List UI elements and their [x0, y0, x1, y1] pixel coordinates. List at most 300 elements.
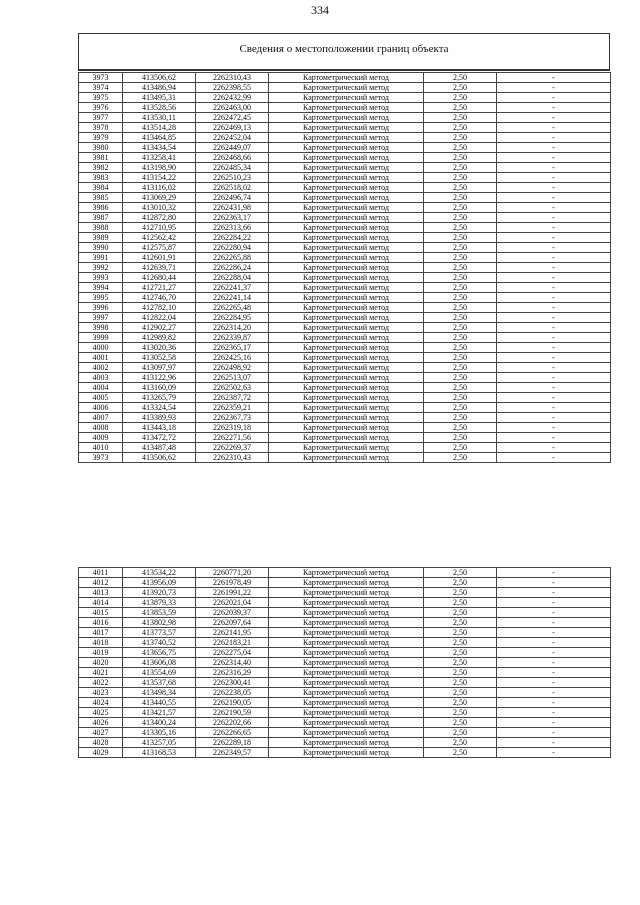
- table-row: [79, 223, 611, 233]
- table-row: [79, 113, 611, 123]
- boundary-table-section-2: [78, 567, 611, 758]
- method-cell: Картометрический метод: [269, 658, 424, 668]
- accuracy-cell: 2,50: [424, 333, 497, 343]
- note-cell: -: [497, 353, 611, 363]
- x-coordinate-cell: 413258,41: [123, 153, 196, 163]
- method-cell: Картометрический метод: [269, 233, 424, 243]
- table-row: [79, 688, 611, 698]
- note-cell: -: [497, 698, 611, 708]
- y-coordinate-cell: 2262502,63: [196, 383, 269, 393]
- accuracy-cell: 2,50: [424, 283, 497, 293]
- point-number-cell: 3979: [79, 133, 123, 143]
- y-coordinate-cell: 2262310,43: [196, 73, 269, 83]
- y-coordinate-cell: 2262469,13: [196, 123, 269, 133]
- method-cell: Картометрический метод: [269, 383, 424, 393]
- accuracy-cell: 2,50: [424, 718, 497, 728]
- y-coordinate-cell: 2262314,40: [196, 658, 269, 668]
- y-coordinate-cell: 2262313,66: [196, 223, 269, 233]
- x-coordinate-cell: 413506,62: [123, 73, 196, 83]
- x-coordinate-cell: 413528,56: [123, 103, 196, 113]
- accuracy-cell: 2,50: [424, 688, 497, 698]
- y-coordinate-cell: 2262265,88: [196, 253, 269, 263]
- table-row: [79, 658, 611, 668]
- table-row: [79, 193, 611, 203]
- y-coordinate-cell: 2262141,95: [196, 628, 269, 638]
- x-coordinate-cell: 412782,10: [123, 303, 196, 313]
- point-number-cell: 3984: [79, 183, 123, 193]
- method-cell: Картометрический метод: [269, 163, 424, 173]
- point-number-cell: 4028: [79, 738, 123, 748]
- table-row: [79, 413, 611, 423]
- point-number-cell: 3993: [79, 273, 123, 283]
- accuracy-cell: 2,50: [424, 698, 497, 708]
- point-number-cell: 4027: [79, 728, 123, 738]
- note-cell: -: [497, 313, 611, 323]
- method-cell: Картометрический метод: [269, 203, 424, 213]
- method-cell: Картометрический метод: [269, 688, 424, 698]
- y-coordinate-cell: 2262284,22: [196, 233, 269, 243]
- table-row: [79, 143, 611, 153]
- method-cell: Картометрический метод: [269, 223, 424, 233]
- point-number-cell: 3985: [79, 193, 123, 203]
- y-coordinate-cell: 2262463,00: [196, 103, 269, 113]
- y-coordinate-cell: 2262339,87: [196, 333, 269, 343]
- note-cell: -: [497, 403, 611, 413]
- point-number-cell: 3976: [79, 103, 123, 113]
- accuracy-cell: 2,50: [424, 363, 497, 373]
- x-coordinate-cell: 413052,58: [123, 353, 196, 363]
- point-number-cell: 4025: [79, 708, 123, 718]
- point-number-cell: 4024: [79, 698, 123, 708]
- y-coordinate-cell: 2262496,74: [196, 193, 269, 203]
- point-number-cell: 3973: [79, 73, 123, 83]
- method-cell: Картометрический метод: [269, 608, 424, 618]
- method-cell: Картометрический метод: [269, 193, 424, 203]
- accuracy-cell: 2,50: [424, 628, 497, 638]
- point-number-cell: 3975: [79, 93, 123, 103]
- accuracy-cell: 2,50: [424, 413, 497, 423]
- table-row: [79, 708, 611, 718]
- x-coordinate-cell: 413879,33: [123, 598, 196, 608]
- accuracy-cell: 2,50: [424, 173, 497, 183]
- y-coordinate-cell: 2262452,04: [196, 133, 269, 143]
- x-coordinate-cell: 413400,24: [123, 718, 196, 728]
- table-row: [79, 608, 611, 618]
- table-row: [79, 73, 611, 83]
- y-coordinate-cell: 2262425,16: [196, 353, 269, 363]
- y-coordinate-cell: 2260771,20: [196, 568, 269, 578]
- y-coordinate-cell: 2262387,72: [196, 393, 269, 403]
- accuracy-cell: 2,50: [424, 403, 497, 413]
- note-cell: -: [497, 373, 611, 383]
- method-cell: Картометрический метод: [269, 628, 424, 638]
- note-cell: -: [497, 113, 611, 123]
- accuracy-cell: 2,50: [424, 648, 497, 658]
- method-cell: Картометрический метод: [269, 93, 424, 103]
- table-title: Сведения о местоположении границ объекта: [239, 43, 449, 55]
- table-row: [79, 123, 611, 133]
- y-coordinate-cell: 2262432,99: [196, 93, 269, 103]
- x-coordinate-cell: 412989,82: [123, 333, 196, 343]
- table-row: [79, 738, 611, 748]
- method-cell: Картометрический метод: [269, 273, 424, 283]
- accuracy-cell: 2,50: [424, 608, 497, 618]
- y-coordinate-cell: 2262349,57: [196, 748, 269, 758]
- note-cell: -: [497, 393, 611, 403]
- y-coordinate-cell: 2262518,02: [196, 183, 269, 193]
- accuracy-cell: 2,50: [424, 233, 497, 243]
- table-row: [79, 183, 611, 193]
- point-number-cell: 4011: [79, 568, 123, 578]
- y-coordinate-cell: 2262265,48: [196, 303, 269, 313]
- y-coordinate-cell: 2262286,24: [196, 263, 269, 273]
- y-coordinate-cell: 2262468,66: [196, 153, 269, 163]
- note-cell: -: [497, 628, 611, 638]
- y-coordinate-cell: 2262238,05: [196, 688, 269, 698]
- note-cell: -: [497, 93, 611, 103]
- table-row: [79, 668, 611, 678]
- y-coordinate-cell: 2262280,94: [196, 243, 269, 253]
- table-row: [79, 203, 611, 213]
- method-cell: Картометрический метод: [269, 283, 424, 293]
- point-number-cell: 3990: [79, 243, 123, 253]
- note-cell: -: [497, 363, 611, 373]
- x-coordinate-cell: 413506,62: [123, 453, 196, 463]
- point-number-cell: 4007: [79, 413, 123, 423]
- note-cell: -: [497, 223, 611, 233]
- note-cell: -: [497, 303, 611, 313]
- x-coordinate-cell: 413606,08: [123, 658, 196, 668]
- note-cell: -: [497, 323, 611, 333]
- x-coordinate-cell: 413257,05: [123, 738, 196, 748]
- point-number-cell: 3981: [79, 153, 123, 163]
- point-number-cell: 4018: [79, 638, 123, 648]
- y-coordinate-cell: 2262241,14: [196, 293, 269, 303]
- point-number-cell: 4005: [79, 393, 123, 403]
- method-cell: Картометрический метод: [269, 323, 424, 333]
- method-cell: Картометрический метод: [269, 568, 424, 578]
- accuracy-cell: 2,50: [424, 153, 497, 163]
- x-coordinate-cell: 412710,95: [123, 223, 196, 233]
- point-number-cell: 4002: [79, 363, 123, 373]
- point-number-cell: 3978: [79, 123, 123, 133]
- x-coordinate-cell: 413069,29: [123, 193, 196, 203]
- x-coordinate-cell: 413773,57: [123, 628, 196, 638]
- point-number-cell: 4016: [79, 618, 123, 628]
- accuracy-cell: 2,50: [424, 383, 497, 393]
- point-number-cell: 4023: [79, 688, 123, 698]
- x-coordinate-cell: 412639,71: [123, 263, 196, 273]
- table-row: [79, 83, 611, 93]
- note-cell: -: [497, 253, 611, 263]
- accuracy-cell: 2,50: [424, 303, 497, 313]
- note-cell: -: [497, 423, 611, 433]
- accuracy-cell: 2,50: [424, 578, 497, 588]
- note-cell: -: [497, 193, 611, 203]
- note-cell: -: [497, 213, 611, 223]
- method-cell: Картометрический метод: [269, 173, 424, 183]
- point-number-cell: 4009: [79, 433, 123, 443]
- accuracy-cell: 2,50: [424, 143, 497, 153]
- method-cell: Картометрический метод: [269, 123, 424, 133]
- y-coordinate-cell: 2262498,92: [196, 363, 269, 373]
- note-cell: -: [497, 738, 611, 748]
- note-cell: -: [497, 103, 611, 113]
- method-cell: Картометрический метод: [269, 363, 424, 373]
- method-cell: Картометрический метод: [269, 728, 424, 738]
- table-row: [79, 283, 611, 293]
- point-number-cell: 3992: [79, 263, 123, 273]
- note-cell: -: [497, 618, 611, 628]
- x-coordinate-cell: 413802,98: [123, 618, 196, 628]
- table-row: [79, 293, 611, 303]
- note-cell: -: [497, 203, 611, 213]
- table-row: [79, 638, 611, 648]
- y-coordinate-cell: 2262202,66: [196, 718, 269, 728]
- table-row: [79, 103, 611, 113]
- x-coordinate-cell: 412680,44: [123, 273, 196, 283]
- method-cell: Картометрический метод: [269, 353, 424, 363]
- point-number-cell: 4020: [79, 658, 123, 668]
- note-cell: -: [497, 173, 611, 183]
- y-coordinate-cell: 2262190,59: [196, 708, 269, 718]
- x-coordinate-cell: 413530,11: [123, 113, 196, 123]
- y-coordinate-cell: 2262485,34: [196, 163, 269, 173]
- point-number-cell: 4012: [79, 578, 123, 588]
- point-number-cell: 4010: [79, 443, 123, 453]
- x-coordinate-cell: 413389,93: [123, 413, 196, 423]
- note-cell: -: [497, 708, 611, 718]
- method-cell: Картометрический метод: [269, 453, 424, 463]
- point-number-cell: 3988: [79, 223, 123, 233]
- method-cell: Картометрический метод: [269, 423, 424, 433]
- x-coordinate-cell: 413853,59: [123, 608, 196, 618]
- point-number-cell: 4017: [79, 628, 123, 638]
- note-cell: -: [497, 443, 611, 453]
- method-cell: Картометрический метод: [269, 588, 424, 598]
- accuracy-cell: 2,50: [424, 133, 497, 143]
- point-number-cell: 4015: [79, 608, 123, 618]
- y-coordinate-cell: 2262513,07: [196, 373, 269, 383]
- point-number-cell: 4008: [79, 423, 123, 433]
- point-number-cell: 3997: [79, 313, 123, 323]
- accuracy-cell: 2,50: [424, 598, 497, 608]
- table-row: [79, 333, 611, 343]
- y-coordinate-cell: 2262288,04: [196, 273, 269, 283]
- x-coordinate-cell: 413554,69: [123, 668, 196, 678]
- x-coordinate-cell: 413486,94: [123, 83, 196, 93]
- note-cell: -: [497, 578, 611, 588]
- accuracy-cell: 2,50: [424, 728, 497, 738]
- x-coordinate-cell: 412562,42: [123, 233, 196, 243]
- method-cell: Картометрический метод: [269, 738, 424, 748]
- y-coordinate-cell: 2262365,17: [196, 343, 269, 353]
- method-cell: Картометрический метод: [269, 153, 424, 163]
- method-cell: Картометрический метод: [269, 413, 424, 423]
- method-cell: Картометрический метод: [269, 133, 424, 143]
- method-cell: Картометрический метод: [269, 678, 424, 688]
- accuracy-cell: 2,50: [424, 123, 497, 133]
- table-row: [79, 213, 611, 223]
- table-row: [79, 453, 611, 463]
- accuracy-cell: 2,50: [424, 313, 497, 323]
- accuracy-cell: 2,50: [424, 343, 497, 353]
- point-number-cell: 3999: [79, 333, 123, 343]
- table-row: [79, 423, 611, 433]
- point-number-cell: 4000: [79, 343, 123, 353]
- method-cell: Картометрический метод: [269, 293, 424, 303]
- table-row: [79, 648, 611, 658]
- y-coordinate-cell: 2261991,22: [196, 588, 269, 598]
- point-number-cell: 3991: [79, 253, 123, 263]
- x-coordinate-cell: 413434,54: [123, 143, 196, 153]
- x-coordinate-cell: 413421,57: [123, 708, 196, 718]
- note-cell: -: [497, 688, 611, 698]
- y-coordinate-cell: 2262241,37: [196, 283, 269, 293]
- accuracy-cell: 2,50: [424, 443, 497, 453]
- accuracy-cell: 2,50: [424, 668, 497, 678]
- point-number-cell: 3987: [79, 213, 123, 223]
- method-cell: Картометрический метод: [269, 343, 424, 353]
- note-cell: -: [497, 243, 611, 253]
- x-coordinate-cell: 413472,72: [123, 433, 196, 443]
- method-cell: Картометрический метод: [269, 373, 424, 383]
- point-number-cell: 3982: [79, 163, 123, 173]
- table-row: [79, 578, 611, 588]
- x-coordinate-cell: 413160,09: [123, 383, 196, 393]
- note-cell: -: [497, 73, 611, 83]
- method-cell: Картометрический метод: [269, 748, 424, 758]
- accuracy-cell: 2,50: [424, 263, 497, 273]
- note-cell: -: [497, 648, 611, 658]
- x-coordinate-cell: 413154,22: [123, 173, 196, 183]
- x-coordinate-cell: 412746,70: [123, 293, 196, 303]
- y-coordinate-cell: 2262314,20: [196, 323, 269, 333]
- accuracy-cell: 2,50: [424, 588, 497, 598]
- note-cell: -: [497, 283, 611, 293]
- method-cell: Картометрический метод: [269, 578, 424, 588]
- note-cell: -: [497, 143, 611, 153]
- method-cell: Картометрический метод: [269, 698, 424, 708]
- note-cell: -: [497, 658, 611, 668]
- y-coordinate-cell: 2262266,65: [196, 728, 269, 738]
- point-number-cell: 3983: [79, 173, 123, 183]
- x-coordinate-cell: 413198,90: [123, 163, 196, 173]
- accuracy-cell: 2,50: [424, 163, 497, 173]
- accuracy-cell: 2,50: [424, 618, 497, 628]
- accuracy-cell: 2,50: [424, 738, 497, 748]
- x-coordinate-cell: 413440,55: [123, 698, 196, 708]
- table-row: [79, 598, 611, 608]
- accuracy-cell: 2,50: [424, 243, 497, 253]
- note-cell: -: [497, 383, 611, 393]
- note-cell: -: [497, 343, 611, 353]
- method-cell: Картометрический метод: [269, 213, 424, 223]
- y-coordinate-cell: 2262183,21: [196, 638, 269, 648]
- method-cell: Картометрический метод: [269, 183, 424, 193]
- x-coordinate-cell: 413168,53: [123, 748, 196, 758]
- x-coordinate-cell: 413116,02: [123, 183, 196, 193]
- x-coordinate-cell: 413514,28: [123, 123, 196, 133]
- note-cell: -: [497, 183, 611, 193]
- accuracy-cell: 2,50: [424, 83, 497, 93]
- point-number-cell: 4004: [79, 383, 123, 393]
- table-row: [79, 263, 611, 273]
- x-coordinate-cell: 412721,27: [123, 283, 196, 293]
- note-cell: -: [497, 333, 611, 343]
- accuracy-cell: 2,50: [424, 658, 497, 668]
- method-cell: Картометрический метод: [269, 618, 424, 628]
- table-row: [79, 728, 611, 738]
- y-coordinate-cell: 2262284,95: [196, 313, 269, 323]
- accuracy-cell: 2,50: [424, 93, 497, 103]
- accuracy-cell: 2,50: [424, 393, 497, 403]
- y-coordinate-cell: 2262319,18: [196, 423, 269, 433]
- point-number-cell: 3977: [79, 113, 123, 123]
- note-cell: -: [497, 163, 611, 173]
- table-row: [79, 233, 611, 243]
- point-number-cell: 3989: [79, 233, 123, 243]
- note-cell: -: [497, 718, 611, 728]
- x-coordinate-cell: 413020,36: [123, 343, 196, 353]
- y-coordinate-cell: 2262021,04: [196, 598, 269, 608]
- x-coordinate-cell: 413495,31: [123, 93, 196, 103]
- accuracy-cell: 2,50: [424, 638, 497, 648]
- note-cell: -: [497, 233, 611, 243]
- point-number-cell: 3994: [79, 283, 123, 293]
- table-row: [79, 628, 611, 638]
- table-row: [79, 153, 611, 163]
- accuracy-cell: 2,50: [424, 373, 497, 383]
- y-coordinate-cell: 2262289,18: [196, 738, 269, 748]
- table-row: [79, 393, 611, 403]
- y-coordinate-cell: 2262367,73: [196, 413, 269, 423]
- table-row: [79, 133, 611, 143]
- note-cell: -: [497, 598, 611, 608]
- x-coordinate-cell: 413122,96: [123, 373, 196, 383]
- method-cell: Картометрический метод: [269, 313, 424, 323]
- y-coordinate-cell: 2262431,98: [196, 203, 269, 213]
- accuracy-cell: 2,50: [424, 193, 497, 203]
- method-cell: Картометрический метод: [269, 253, 424, 263]
- page-number: 334: [311, 3, 329, 17]
- method-cell: Картометрический метод: [269, 393, 424, 403]
- x-coordinate-cell: 413920,73: [123, 588, 196, 598]
- table-row: [79, 618, 611, 628]
- y-coordinate-cell: 2262269,37: [196, 443, 269, 453]
- y-coordinate-cell: 2262190,05: [196, 698, 269, 708]
- accuracy-cell: 2,50: [424, 433, 497, 443]
- x-coordinate-cell: 413443,18: [123, 423, 196, 433]
- accuracy-cell: 2,50: [424, 273, 497, 283]
- y-coordinate-cell: 2262300,41: [196, 678, 269, 688]
- note-cell: -: [497, 748, 611, 758]
- table-row: [79, 173, 611, 183]
- y-coordinate-cell: 2262472,45: [196, 113, 269, 123]
- table-row: [79, 343, 611, 353]
- method-cell: Картометрический метод: [269, 718, 424, 728]
- x-coordinate-cell: 413537,68: [123, 678, 196, 688]
- table-row: [79, 718, 611, 728]
- x-coordinate-cell: 413305,16: [123, 728, 196, 738]
- y-coordinate-cell: 2262275,04: [196, 648, 269, 658]
- table-row: [79, 568, 611, 578]
- accuracy-cell: 2,50: [424, 748, 497, 758]
- note-cell: -: [497, 668, 611, 678]
- accuracy-cell: 2,50: [424, 708, 497, 718]
- method-cell: Картометрический метод: [269, 708, 424, 718]
- accuracy-cell: 2,50: [424, 423, 497, 433]
